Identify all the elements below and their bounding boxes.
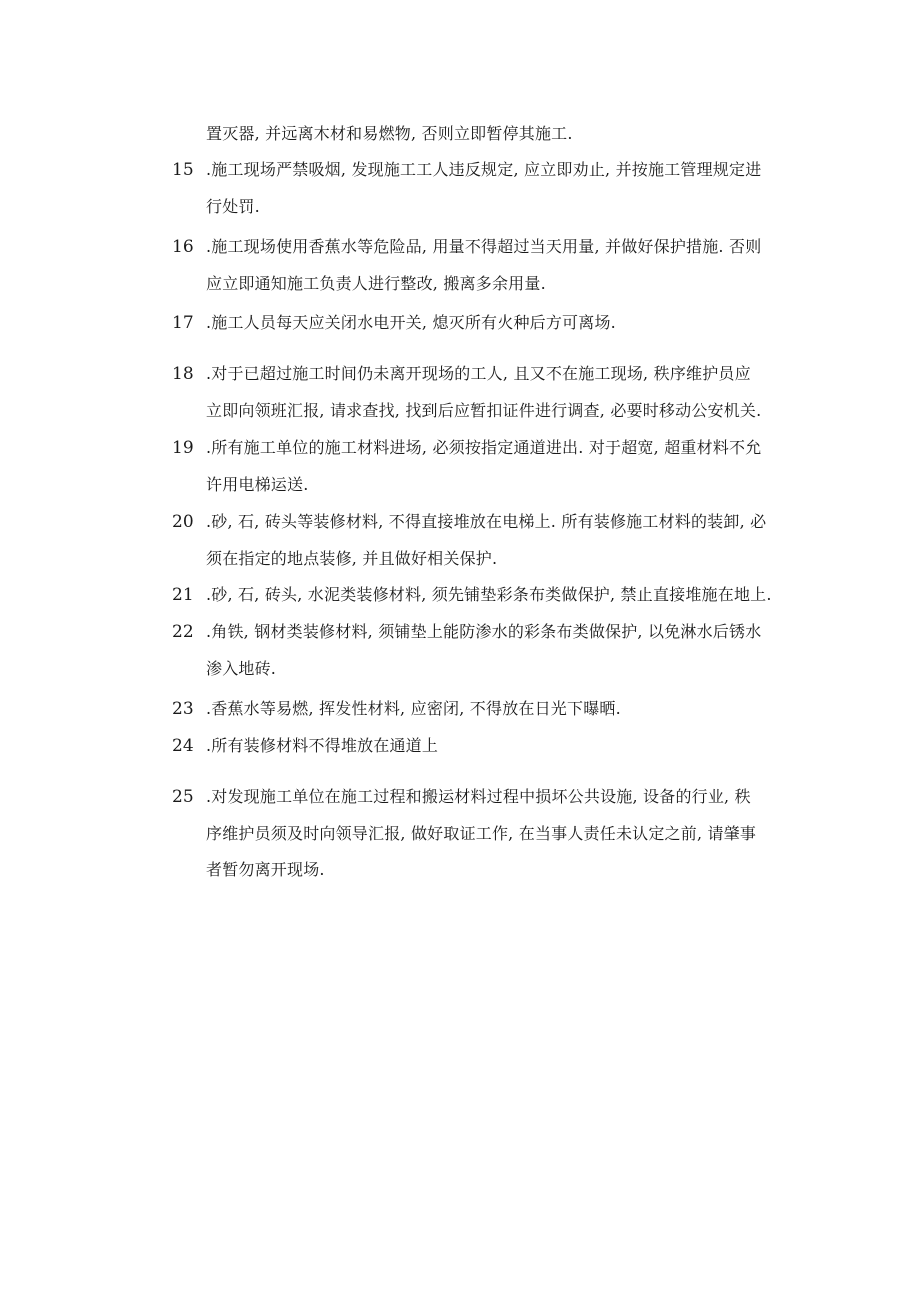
item-number: 17 — [172, 313, 194, 333]
item-text-line: .砂, 石, 砖头等装修材料, 不得直接堆放在电梯上. 所有装修施工材料的装卸, 必 — [206, 512, 767, 531]
item-number: 19 — [172, 438, 194, 458]
item-text-line: .所有施工单位的施工材料进场, 必须按指定通道进出. 对于超宽, 超重材料不允 — [206, 438, 762, 457]
item-number: 21 — [172, 585, 194, 605]
item-number: 18 — [172, 364, 194, 384]
item-text-line: .施工现场使用香蕉水等危险品, 用量不得超过当天用量, 并做好保护措施. 否则 — [206, 237, 762, 256]
item-text-line: 者暂勿离开现场. — [206, 860, 325, 879]
item-number: 20 — [172, 512, 194, 532]
item-text-line: .香蕉水等易燃, 挥发性材料, 应密闭, 不得放在日光下曝晒. — [206, 699, 621, 718]
item-text-line: 行处罚. — [206, 197, 260, 216]
item-text-line: .施工人员每天应关闭水电开关, 熄灭所有火种后方可离场. — [206, 313, 616, 332]
item-text-line: 应立即通知施工负责人进行整改, 搬离多余用量. — [206, 274, 546, 293]
item-text-line: .所有装修材料不得堆放在通道上 — [206, 736, 439, 755]
item-text-line: 须在指定的地点装修, 并且做好相关保护. — [206, 549, 498, 568]
item-number: 23 — [172, 699, 194, 719]
item-text-line: 渗入地砖. — [206, 659, 277, 678]
item-text-line: 立即向领班汇报, 请求查找, 找到后应暂扣证件进行调查, 必要时移动公安机关. — [206, 401, 762, 420]
carryover-line: 置灭器, 并远离木材和易燃物, 否则立即暂停其施工. — [206, 124, 573, 143]
item-number: 22 — [172, 622, 194, 642]
item-text-line: .砂, 石, 砖头, 水泥类装修材料, 须先铺垫彩条布类做保护, 禁止直接堆施在地上. — [206, 585, 772, 604]
item-number: 25 — [172, 787, 194, 807]
item-text-line: .对发现施工单位在施工过程和搬运材料过程中损坏公共设施, 设备的行业, 秩 — [206, 787, 751, 806]
item-text-line: .施工现场严禁吸烟, 发现施工工人违反规定, 应立即劝止, 并按施工管理规定进 — [206, 160, 762, 179]
item-text-line: 序维护员须及时向领导汇报, 做好取证工作, 在当事人责任未认定之前, 请肇事 — [206, 824, 757, 843]
item-number: 24 — [172, 736, 194, 756]
item-text-line: .角铁, 钢材类装修材料, 须铺垫上能防渗水的彩条布类做保护, 以免淋水后锈水 — [206, 622, 762, 641]
item-text-line: 许用电梯运送. — [206, 475, 309, 494]
item-number: 16 — [172, 237, 194, 257]
item-number: 15 — [172, 160, 194, 180]
item-text-line: .对于已超过施工时间仍未离开现场的工人, 且又不在施工现场, 秩序维护员应 — [206, 364, 751, 383]
